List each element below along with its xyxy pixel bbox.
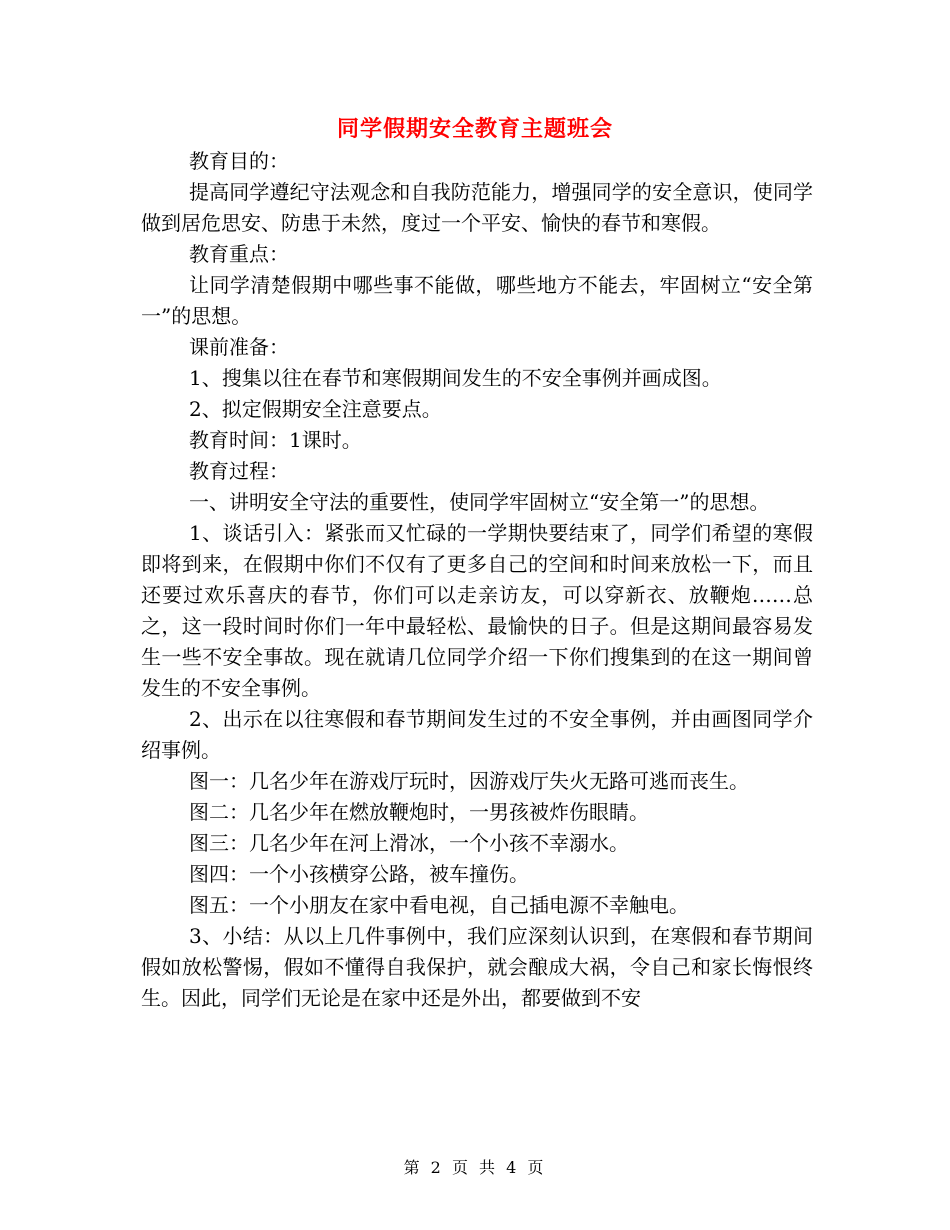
document-title: 同学假期安全教育主题班会 (336, 116, 613, 142)
paragraph-focus-heading: 教育重点： (189, 242, 289, 266)
paragraph-purpose: 提高同学遵纪守法观念和自我防范能力，增强同学的安全意识，使同学做到居危思安、防患于未然，度过一个平安、愉快的春节和寒假。 (141, 180, 813, 235)
paragraph-figure-2: 图二：几名少年在燃放鞭炮时，一男孩被炸伤眼睛。 (189, 800, 649, 824)
paragraph-preparation-heading: 课前准备： (189, 335, 289, 359)
paragraph-focus: 让同学清楚假期中哪些事不能做，哪些地方不能去，牢固树立“安全第一”的思想。 (141, 273, 813, 328)
paragraph-preparation-2: 2、拟定假期安全注意要点。 (189, 397, 442, 421)
paragraph-preparation-1: 1、搜集以往在春节和寒假期间发生的不安全事例并画成图。 (189, 366, 722, 390)
paragraph-time: 教育时间：1课时。 (189, 428, 362, 452)
paragraph-step-2: 2、出示在以往寒假和春节期间发生过的不安全事例，并由画图同学介绍事例。 (141, 707, 813, 762)
document-body (141, 146, 813, 1014)
paragraph-figure-1: 图一：几名少年在游戏厅玩时，因游戏厅失火无路可逃而丧生。 (189, 769, 749, 793)
paragraph-step-1: 1、谈话引入：紧张而又忙碌的一学期快要结束了，同学们希望的寒假即将到来，在假期中你们不仅有了更多自己的空间和时间来放松一下，而且还要过欢乐喜庆的春节，你们可以走亲访友，可以穿新衣、放鞭炮……总之，这一段时间时你们一年中最轻松、最愉快的日子。但是这期间最容易发生一些不安全事故。现在就请几位同学介绍一下你们搜集到的在这一期间曾发生的不安全事例。 (141, 521, 813, 700)
paragraph-figure-4: 图四：一个小孩横穿公路，被车撞伤。 (189, 862, 529, 886)
page-number-footer: 第 2 页 共 4 页 (403, 1158, 547, 1177)
paragraph-figure-3: 图三：几名少年在河上滑冰，一个小孩不幸溺水。 (189, 831, 629, 855)
paragraph-process-heading: 教育过程： (189, 459, 289, 483)
paragraph-purpose-heading: 教育目的： (189, 149, 289, 173)
paragraph-section-one: 一、讲明安全守法的重要性，使同学牢固树立“安全第一”的思想。 (189, 490, 770, 514)
paragraph-step-3: 3、小结：从以上几件事例中，我们应深刻认识到，在寒假和春节期间假如放松警惕，假如不懂得自我保护，就会酿成大祸，令自己和家长悔恨终生。因此，同学们无论是在家中还是外出，都要做到不安 (141, 924, 813, 1010)
paragraph-figure-5: 图五：一个小朋友在家中看电视，自己插电源不幸触电。 (189, 893, 689, 917)
